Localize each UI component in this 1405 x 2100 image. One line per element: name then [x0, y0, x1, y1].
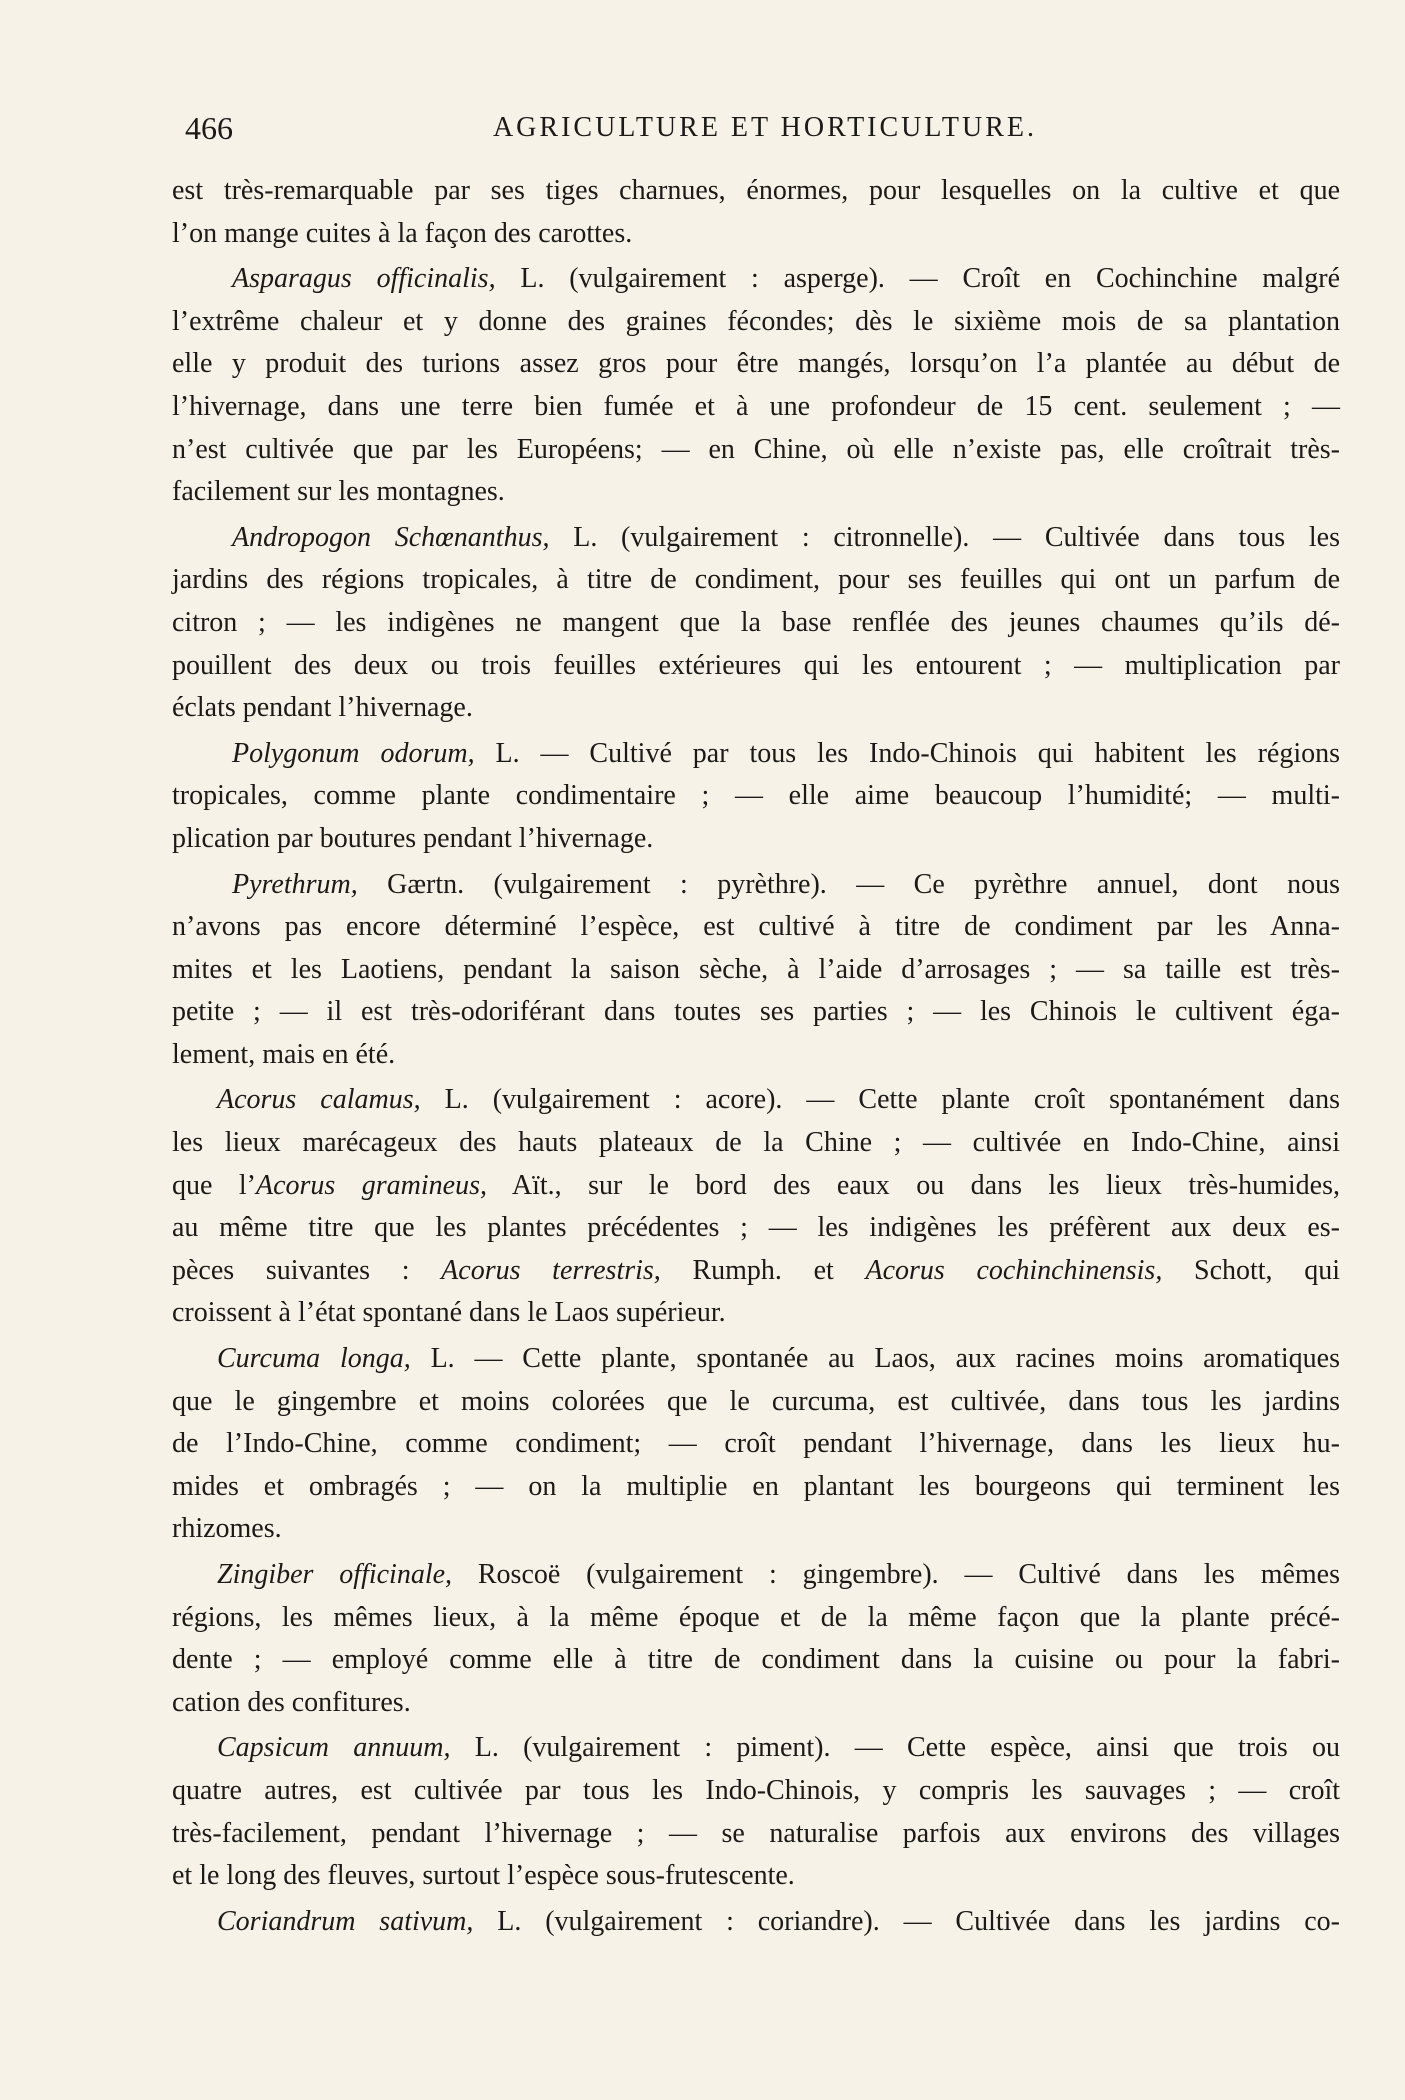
text-line: elle y produit des turions assez gros pour être mangés, lorsqu’on l’a plantée au début de: [172, 348, 1340, 380]
text-line: lement, mais en été.: [172, 1038, 396, 1070]
text-line: plication par boutures pendant l’hivernage.: [172, 822, 654, 854]
text-line: est très-remarquable par ses tiges charnues, énormes, pour lesquelles on la cultive et que: [172, 175, 1340, 206]
text-segment: que l’: [172, 1169, 256, 1201]
species-name: Capsicum annuum,: [217, 1732, 451, 1764]
text-line: croissent à l’état spontané dans le Laos supérieur.: [172, 1297, 726, 1329]
text-line: régions, les mêmes lieux, à la même époque et de la même façon que la plante précé-: [172, 1601, 1340, 1633]
text-line: jardins des régions tropicales, à titre de condiment, pour ses feuilles qui ont un parfum de: [172, 564, 1340, 596]
species-name: Coriandrum sativum,: [217, 1905, 474, 1937]
text-line: mides et ombragés ; — on la multiplie en plantant les bourgeons qui terminent les: [172, 1470, 1340, 1502]
page-header: [185, 110, 1345, 156]
text-line: quatre autres, est cultivée par tous les Indo-Chinois, y compris les sauvages ; — croît: [172, 1774, 1340, 1806]
text-line: et le long des fleuves, surtout l’espèce sous-frutescente.: [172, 1860, 795, 1892]
text-line: L. — Cette plante, spontanée au Laos, aux racines moins aromatiques: [410, 1343, 1340, 1375]
entry-asparagus: [172, 258, 1340, 301]
species-name: Andropogon Schœnanthus,: [232, 521, 550, 553]
text-line: de l’Indo-Chine, comme condiment; — croît pendant l’hivernage, dans les lieux hu-: [172, 1428, 1340, 1460]
species-name: Curcuma longa,: [217, 1343, 411, 1375]
page-number: 466: [185, 110, 233, 146]
text-line: mites et les Laotiens, pendant la saison sèche, à l’aide d’arrosages ; — sa taille est très-: [172, 953, 1340, 985]
text-line: l’hivernage, dans une terre bien fumée et à une profondeur de 15 cent. seulement ; —: [172, 390, 1340, 422]
text-line: L. (vulgairement : acore). — Cette plante croît spontanément dans: [420, 1084, 1340, 1116]
text-line: facilement sur les montagnes.: [172, 476, 505, 508]
entry-coriandrum: [172, 1901, 1340, 1944]
text-line: cation des confitures.: [172, 1686, 411, 1718]
text-line: citron ; — les indigènes ne mangent que la base renflée des jeunes chaumes qu’ils dé-: [172, 606, 1340, 638]
species-name: Asparagus officinalis,: [232, 263, 496, 295]
text-line: Gærtn. (vulgairement : pyrèthre). — Ce pyrèthre annuel, dont nous: [357, 868, 1340, 900]
species-name: Acorus gramineus,: [255, 1169, 487, 1201]
text-line: [172, 1165, 1340, 1208]
entry-acorus: [172, 1079, 1340, 1122]
text-segment: Rumph. et: [660, 1254, 866, 1286]
text-line: L. (vulgairement : piment). — Cette espèce, ainsi que trois ou: [450, 1732, 1340, 1764]
text-line: petite ; — il est très-odoriférant dans toutes ses parties ; — les Chinois le cultivent éga-: [172, 996, 1340, 1028]
body-text: [172, 170, 1340, 1943]
text-line: [172, 1250, 1340, 1293]
species-name: Zingiber officinale,: [217, 1559, 453, 1590]
text-line: n’avons pas encore déterminé l’espèce, est cultivé à titre de condiment par les Anna-: [172, 911, 1340, 943]
text-line: tropicales, comme plante condimentaire ; — elle aime beaucoup l’humidité; — multi-: [172, 780, 1340, 812]
text-line: dente ; — employé comme elle à titre de condiment dans la cuisine ou pour la fabri-: [172, 1644, 1340, 1676]
entry-capsicum: [172, 1727, 1340, 1770]
text-line: pouillent des deux ou trois feuilles extérieures qui les entourent ; — multiplication par: [172, 649, 1340, 681]
text-line: L. (vulgairement : coriandre). — Cultivée dans les jardins co-: [473, 1905, 1340, 1937]
text-line: les lieux marécageux des hauts plateaux de la Chine ; — cultivée en Indo-Chine, ainsi: [172, 1127, 1340, 1159]
entry-zingiber: [172, 1554, 1340, 1597]
species-name: Polygonum odorum,: [232, 737, 475, 769]
text-line: rhizomes.: [172, 1513, 282, 1545]
species-name: Acorus calamus,: [217, 1084, 421, 1116]
entry-curcuma: [172, 1338, 1340, 1381]
text-line: L. (vulgairement : asperge). — Croît en Cochinchine malgré: [495, 263, 1341, 295]
text-line: n’est cultivée que par les Européens; — en Chine, où elle n’existe pas, elle croîtrait très-: [172, 433, 1340, 465]
text-line: L. — Cultivé par tous les Indo-Chinois qui habitent les régions: [474, 737, 1341, 769]
text-line: l’extrême chaleur et y donne des graines fécondes; dès le sixième mois de sa plantation: [172, 305, 1340, 337]
entry-polygonum: [172, 733, 1340, 776]
entry-pyrethrum: [172, 864, 1340, 907]
text-segment: Aït., sur le bord des eaux ou dans les lieux très-humides,: [486, 1169, 1341, 1201]
text-line: très-facilement, pendant l’hivernage ; — se naturalise parfois aux environs des villages: [172, 1817, 1340, 1849]
species-name: Pyrethrum,: [232, 868, 358, 900]
text-segment: pèces suivantes :: [172, 1254, 442, 1286]
text-line: que le gingembre et moins colorées que le curcuma, est cultivée, dans tous les jardins: [172, 1385, 1340, 1417]
species-name: Acorus cochinchinensis,: [865, 1254, 1163, 1286]
species-name: Acorus terrestris,: [441, 1254, 661, 1286]
text-line: éclats pendant l’hivernage.: [172, 692, 473, 724]
text-line: L. (vulgairement : citronnelle). — Cultivée dans tous les: [549, 521, 1341, 553]
text-segment: Schott, qui: [1162, 1254, 1341, 1286]
text-line: au même titre que les plantes précédentes ; — les indigènes les préfèrent aux deux es-: [172, 1212, 1340, 1244]
text-line: l’on mange cuites à la façon des carottes.: [172, 217, 633, 249]
entry-andropogon: [172, 517, 1340, 560]
running-title: AGRICULTURE ET HORTICULTURE.: [492, 112, 1038, 143]
text-line: Roscoë (vulgairement : gingembre). — Cultivé dans les mêmes: [452, 1559, 1340, 1590]
